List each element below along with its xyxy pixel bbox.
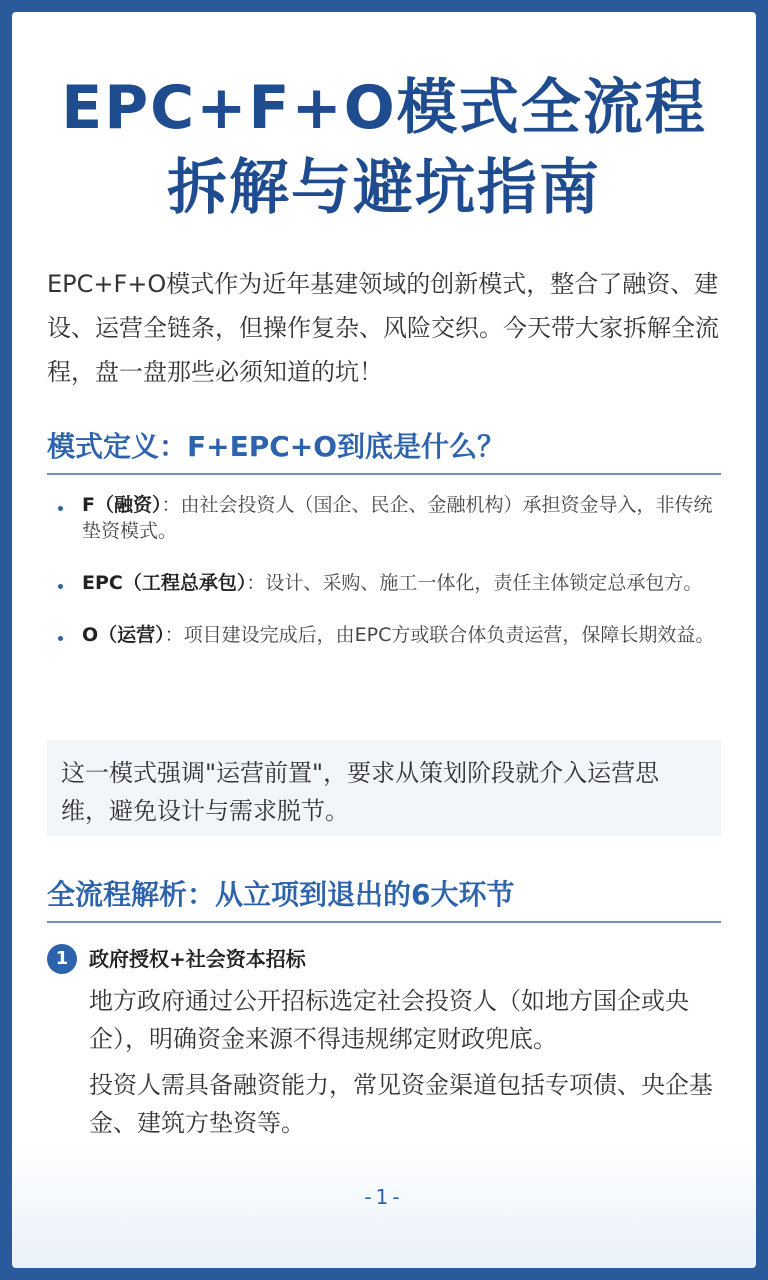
list-item-term: EPC（工程总承包）: [82, 572, 247, 594]
page-title-line1: EPC+F+O模式全流程: [61, 73, 707, 143]
highlight-note: 这一模式强调"运营前置"，要求从策划阶段就介入运营思维，避免设计与需求脱节。: [47, 740, 721, 836]
step-title: 政府授权+社会资本招标: [89, 947, 306, 971]
intro-paragraph: EPC+F+O模式作为近年基建领域的创新模式，整合了融资、建设、运营全链条，但操作复杂、风险交织。今天带大家拆解全流程，盘一盘那些必须知道的坑！: [47, 270, 719, 386]
definition-list: [56, 492, 726, 674]
section-heading-process: 全流程解析：从立项到退出的6大环节: [47, 873, 721, 923]
list-item: [56, 492, 726, 544]
step-paragraph: 投资人需具备融资能力，常见资金渠道包括专项债、央企基金、建筑方垫资等。: [89, 1071, 713, 1137]
page-title-line2: 拆解与避坑指南: [167, 153, 601, 223]
page-number: -1-: [364, 1185, 404, 1209]
list-item-text: ：设计、采购、施工一体化，责任主体锁定总承包方。: [246, 572, 703, 594]
list-item-text: ：项目建设完成后，由EPC方或联合体负责运营，保障长期效益。: [164, 624, 715, 646]
list-item-text: ：由社会投资人（国企、民企、金融机构）承担资金导入，非传统垫资模式。: [82, 494, 713, 542]
list-item: [56, 622, 726, 648]
list-item: [56, 570, 726, 596]
list-item-term: F（融资）: [82, 494, 162, 516]
section-heading-definition: 模式定义：F+EPC+O到底是什么？: [47, 425, 721, 475]
step-paragraph: 地方政府通过公开招标选定社会投资人（如地方国企或央企），明确资金来源不得违规绑定财政兜底。: [89, 987, 689, 1053]
step-number-badge: 1: [47, 944, 77, 974]
list-item-term: O（运营）: [82, 624, 165, 646]
